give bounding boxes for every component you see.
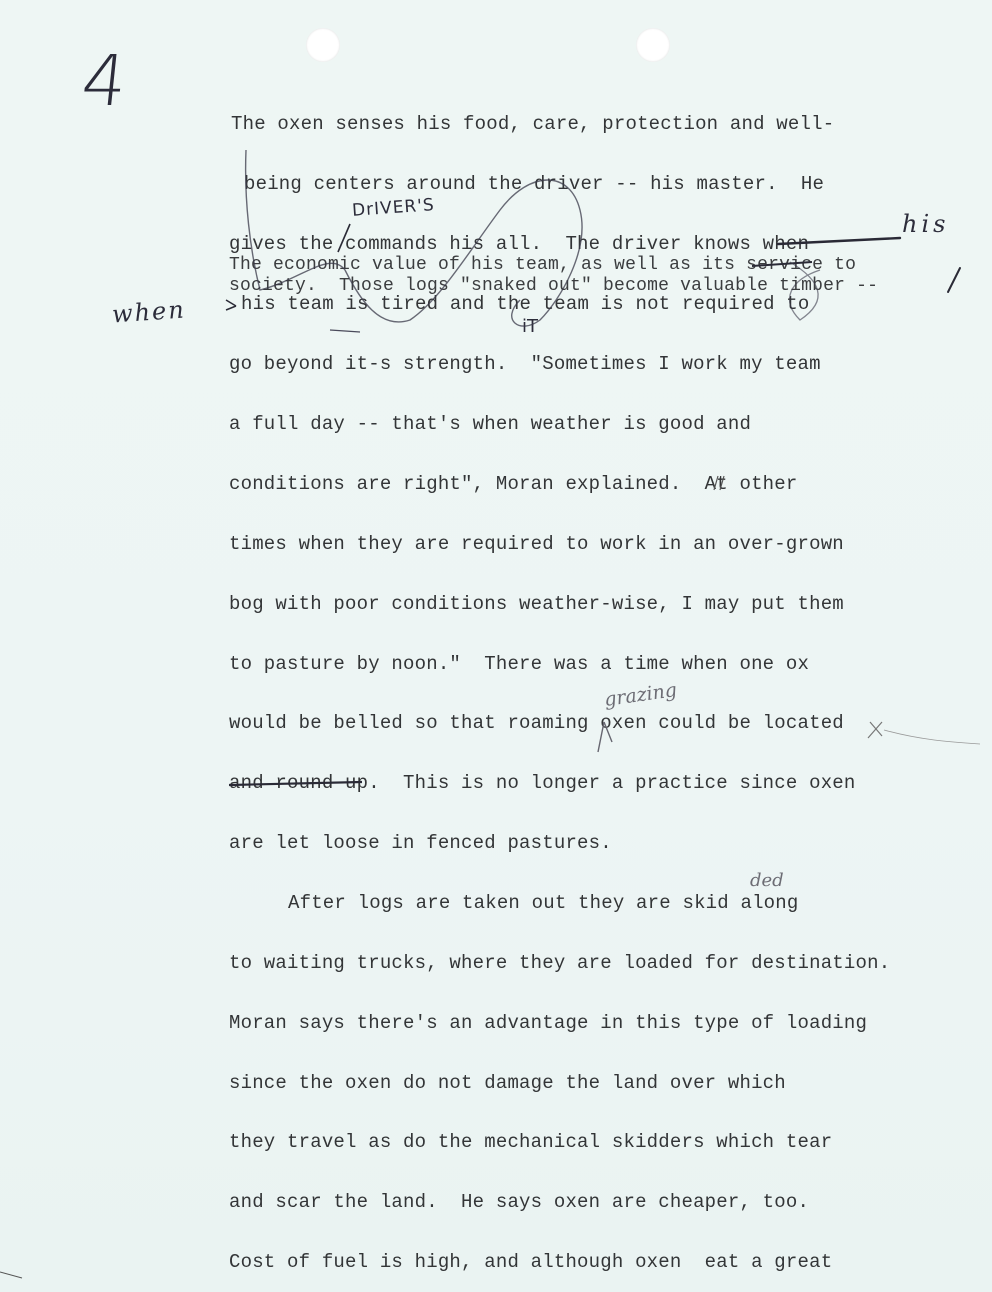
text-line: conditions are right", Moran explained. At other [229,473,798,495]
text-line: The oxen senses his food, care, protection and well- [231,113,835,135]
scribble-loop [246,150,582,326]
x-mark [868,722,882,738]
text-line: to waiting trucks, where they are loaded for destination. [229,952,891,974]
corner-mark [0,1272,22,1278]
caret-when [226,306,236,310]
caret-when [226,300,236,306]
annotation-ded: ded [750,870,784,891]
text-line: and round up. This is no longer a practice since oxen [229,772,856,794]
text-line: are let loose in fenced pastures. [229,832,612,854]
text-line: his team is tired and the team is not required to [241,293,810,315]
text-line: times when they are required to work in an over-grown [229,533,844,555]
text-line: since the oxen do not damage the land over which [229,1072,786,1094]
annotation-his: his [902,210,950,238]
text-line: society. Those logs "snaked out" become valuable timber -- [229,276,879,296]
caret-grazing [598,722,604,752]
annotation-drivers: DrIVER'S [351,195,436,221]
x-tail [884,730,980,744]
quote-mark [714,476,724,490]
text-line: would be belled so that roaming oxen could be located [229,712,844,734]
text-line: being centers around the driver -- his master. He [244,173,825,195]
scribble-is [330,330,360,332]
exclamation-mark [948,268,960,292]
strike-its [752,262,812,266]
text-line: Moran says there's an advantage in this type of loading [229,1012,868,1034]
text-line: and scar the land. He says oxen are cheaper, too. [229,1191,810,1213]
text-line: a full day -- that's when weather is good and [229,413,752,435]
strike-when [778,238,900,244]
caret-drivers [338,224,350,252]
text-line: gives the commands his all. The driver knows when [229,233,810,255]
text-line: go beyond it-s strength. "Sometimes I work my team [229,353,821,375]
caret-grazing [604,722,612,742]
annotation-grazing: grazing [602,679,679,711]
text-line: After logs are taken out they are skid along [288,892,799,914]
text-line: to pasture by noon." There was a time when one ox [229,653,810,675]
text-line: Cost of fuel is high, and although oxen eat a great [229,1251,833,1273]
page-number: 4 [77,40,131,122]
scribble-tail [790,262,820,320]
text-line: The economic value of his team, as well as its service to [229,255,857,275]
strike-round-up [229,782,362,785]
text-line: bog with poor conditions weather-wise, I may put them [229,593,844,615]
text-line: they travel as do the mechanical skidders which tear [229,1131,833,1153]
annotation-it: iT [522,316,538,337]
annotation-when: when [111,295,187,329]
